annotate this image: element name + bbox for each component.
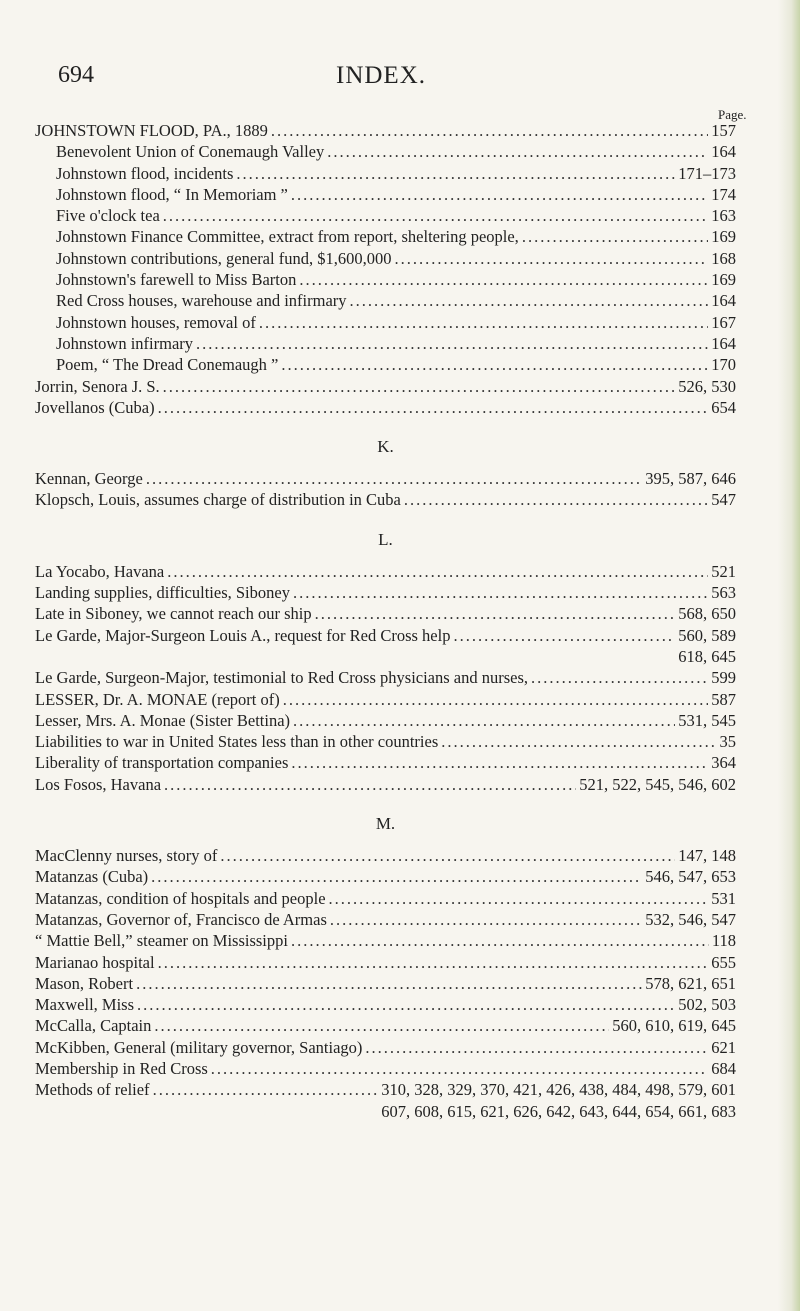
entry-label: Matanzas (Cuba) bbox=[35, 867, 149, 887]
index-entry bbox=[35, 313, 736, 334]
entry-label: Mason, Robert bbox=[35, 973, 134, 993]
entry-label: Jovellanos (Cuba) bbox=[35, 397, 155, 417]
dot-leader bbox=[299, 270, 708, 290]
index-entry bbox=[35, 711, 736, 732]
entry-pages: 684 bbox=[711, 1058, 736, 1078]
entry-pages: 310, 328, 329, 370, 421, 426, 438, 484, 498, 579, 601 bbox=[381, 1080, 736, 1100]
dot-leader bbox=[259, 313, 708, 333]
index-entry bbox=[35, 334, 736, 355]
index-entry bbox=[35, 1080, 736, 1101]
index-entry bbox=[35, 690, 736, 711]
entry-pages: 164 bbox=[711, 333, 736, 353]
dot-leader bbox=[350, 291, 709, 311]
entry-pages: 532, 546, 547 bbox=[645, 909, 736, 929]
dot-leader bbox=[531, 668, 708, 688]
entry-label: Klopsch, Louis, assumes charge of distribution in Cuba bbox=[35, 490, 401, 510]
entry-label: Membership in Red Cross bbox=[35, 1058, 208, 1078]
index-entry bbox=[35, 291, 736, 312]
entry-label: Johnstown houses, removal of bbox=[56, 312, 256, 332]
dot-leader bbox=[151, 867, 642, 887]
entry-label: Le Garde, Major-Surgeon Louis A., request for Red Cross help bbox=[35, 625, 451, 645]
entry-pages: 174 bbox=[711, 184, 736, 204]
index-entry bbox=[35, 775, 736, 796]
dot-leader bbox=[158, 398, 709, 418]
entry-label: Maxwell, Miss bbox=[35, 995, 134, 1015]
dot-leader bbox=[329, 889, 709, 909]
entry-pages: 502, 503 bbox=[678, 995, 736, 1015]
running-title: INDEX. bbox=[336, 62, 427, 89]
entry-pages: 578, 621, 651 bbox=[645, 973, 736, 993]
entry-label: McCalla, Captain bbox=[35, 1016, 152, 1036]
index-entry bbox=[35, 910, 736, 931]
entry-pages: 167 bbox=[711, 312, 736, 332]
dot-leader bbox=[291, 753, 708, 773]
entry-label: Late in Siboney, we cannot reach our ship bbox=[35, 604, 312, 624]
dot-leader bbox=[220, 846, 675, 866]
index-entry bbox=[35, 249, 736, 270]
entry-label: MacClenny nurses, story of bbox=[35, 846, 218, 866]
entry-pages: 621 bbox=[711, 1037, 736, 1057]
dot-leader bbox=[522, 227, 708, 247]
dot-leader bbox=[271, 121, 708, 141]
index-entry bbox=[35, 206, 736, 227]
entry-pages: 654 bbox=[711, 397, 736, 417]
dot-leader bbox=[453, 626, 675, 646]
dot-leader bbox=[327, 142, 708, 162]
page-edge-shadow bbox=[778, 0, 800, 1311]
dot-leader bbox=[163, 206, 708, 226]
dot-leader bbox=[281, 355, 708, 375]
entry-label: Johnstown flood, “ In Memoriam ” bbox=[56, 184, 288, 204]
entry-pages: 169 bbox=[711, 227, 736, 247]
entry-pages: 587 bbox=[711, 689, 736, 709]
index-entry bbox=[35, 185, 736, 206]
index-entry bbox=[35, 355, 736, 376]
entry-label: Johnstown's farewell to Miss Barton bbox=[56, 270, 297, 290]
entry-pages: 546, 547, 653 bbox=[645, 867, 736, 887]
dot-leader bbox=[163, 377, 676, 397]
index-entry bbox=[35, 846, 736, 867]
index-entry bbox=[35, 1059, 736, 1080]
entry-pages: 607, 608, 615, 621, 626, 642, 643, 644, 654, 661, 683 bbox=[381, 1101, 736, 1121]
dot-leader bbox=[158, 953, 709, 973]
index-entry bbox=[35, 995, 736, 1016]
entry-label: Poem, “ The Dread Conemaugh ” bbox=[56, 355, 279, 375]
index-entry bbox=[35, 604, 736, 625]
entry-label: Jorrin, Senora J. S. bbox=[35, 376, 160, 396]
dot-leader bbox=[293, 583, 708, 603]
entry-pages: 560, 610, 619, 645 bbox=[612, 1016, 736, 1036]
entry-pages: 568, 650 bbox=[678, 604, 736, 624]
index-entry bbox=[35, 377, 736, 398]
entry-pages: 169 bbox=[711, 270, 736, 290]
entry-pages: 563 bbox=[711, 583, 736, 603]
index-entry bbox=[35, 626, 736, 647]
index-entry bbox=[35, 974, 736, 995]
dot-leader bbox=[164, 775, 576, 795]
index-entry-continuation bbox=[35, 1102, 736, 1123]
index-entry bbox=[35, 164, 736, 185]
entry-pages: 395, 587, 646 bbox=[645, 469, 736, 489]
entry-label: Kennan, George bbox=[35, 469, 143, 489]
dot-leader bbox=[330, 910, 642, 930]
entry-label: LESSER, Dr. A. MONAE (report of) bbox=[35, 689, 280, 709]
entry-label: Benevolent Union of Conemaugh Valley bbox=[56, 142, 325, 162]
dot-leader bbox=[154, 1016, 609, 1036]
entry-label: Liberality of transportation companies bbox=[35, 753, 289, 773]
index-entry bbox=[35, 732, 736, 753]
entry-pages: 531 bbox=[711, 888, 736, 908]
index-entry bbox=[35, 270, 736, 291]
dot-leader bbox=[315, 604, 676, 624]
index-entry bbox=[35, 889, 736, 910]
entry-label: La Yocabo, Havana bbox=[35, 561, 165, 581]
index-entry bbox=[35, 490, 736, 511]
entry-pages: 547 bbox=[711, 490, 736, 510]
entry-pages: 560, 589 bbox=[678, 625, 736, 645]
entry-label: Los Fosos, Havana bbox=[35, 774, 162, 794]
index-entry bbox=[35, 562, 736, 583]
entry-label: Lesser, Mrs. A. Monae (Sister Bettina) bbox=[35, 710, 291, 730]
index-entry bbox=[35, 227, 736, 248]
entry-pages: 526, 530 bbox=[678, 376, 736, 396]
entry-pages: 118 bbox=[711, 931, 736, 951]
entry-pages: 147, 148 bbox=[678, 846, 736, 866]
dot-leader bbox=[146, 469, 642, 489]
dot-leader bbox=[394, 249, 708, 269]
entry-label: Johnstown flood, incidents bbox=[56, 163, 234, 183]
entry-pages: 164 bbox=[711, 142, 736, 162]
dot-leader bbox=[196, 334, 708, 354]
dot-leader bbox=[293, 711, 675, 731]
index-entry-continuation bbox=[35, 647, 736, 668]
entry-pages: 521, 522, 545, 546, 602 bbox=[579, 774, 736, 794]
index-entry bbox=[35, 953, 736, 974]
entry-label: Marianao hospital bbox=[35, 952, 155, 972]
entry-pages: 531, 545 bbox=[678, 710, 736, 730]
index-entry bbox=[35, 142, 736, 163]
section-letter: L. bbox=[378, 529, 393, 549]
dot-leader bbox=[136, 974, 642, 994]
index-entries bbox=[35, 121, 736, 1123]
index-entry bbox=[35, 931, 736, 952]
index-entry bbox=[35, 1038, 736, 1059]
page-header bbox=[58, 62, 758, 102]
dot-leader bbox=[291, 931, 709, 951]
entry-pages: 163 bbox=[711, 206, 736, 226]
entry-pages: 521 bbox=[711, 561, 736, 581]
dot-leader bbox=[137, 995, 675, 1015]
page-number: 694 bbox=[58, 62, 94, 88]
entry-label: “ Mattie Bell,” steamer on Mississippi bbox=[35, 931, 288, 951]
entry-label: Johnstown Finance Committee, extract from report, sheltering people, bbox=[56, 227, 519, 247]
entry-label: Johnstown contributions, general fund, $1,600,000 bbox=[56, 248, 392, 268]
index-entry bbox=[35, 583, 736, 604]
entry-label: Matanzas, Governor of, Francisco de Armas bbox=[35, 909, 327, 929]
entry-pages: 164 bbox=[711, 291, 736, 311]
entry-label: Methods of relief bbox=[35, 1080, 150, 1100]
entry-pages: 655 bbox=[711, 952, 736, 972]
index-entry bbox=[35, 668, 736, 689]
entry-label: Liabilities to war in United States less than in other countries bbox=[35, 732, 439, 752]
entry-label: JOHNSTOWN FLOOD, PA., 1889 bbox=[35, 121, 268, 140]
entry-label: Five o'clock tea bbox=[56, 206, 160, 226]
entry-label: Landing supplies, difficulties, Siboney bbox=[35, 583, 290, 603]
entry-pages: 157 bbox=[711, 121, 736, 140]
entry-label: McKibben, General (military governor, Santiago) bbox=[35, 1037, 363, 1057]
dot-leader bbox=[291, 185, 708, 205]
entry-pages: 168 bbox=[711, 248, 736, 268]
index-entry bbox=[35, 753, 736, 774]
dot-leader bbox=[153, 1080, 379, 1100]
entry-pages: 171–173 bbox=[678, 163, 736, 183]
entry-label: Red Cross houses, warehouse and infirmary bbox=[56, 291, 347, 311]
entry-pages: 599 bbox=[711, 668, 736, 688]
section-letter: K. bbox=[377, 437, 394, 457]
entry-pages: 618, 645 bbox=[678, 646, 736, 666]
entry-pages: 35 bbox=[719, 732, 736, 752]
section-letter: M. bbox=[375, 814, 396, 834]
page-column-heading: Page. bbox=[718, 107, 747, 122]
dot-leader bbox=[236, 164, 675, 184]
entry-pages: 170 bbox=[711, 355, 736, 375]
index-entry bbox=[35, 398, 736, 419]
dot-leader bbox=[167, 562, 708, 582]
entry-label: Johnstown infirmary bbox=[56, 333, 194, 353]
dot-leader bbox=[283, 690, 709, 710]
index-entry bbox=[35, 121, 736, 142]
dot-leader bbox=[365, 1038, 708, 1058]
dot-leader bbox=[211, 1059, 708, 1079]
dot-leader bbox=[441, 732, 716, 752]
entry-pages: 364 bbox=[711, 753, 736, 773]
index-entry bbox=[35, 469, 736, 490]
index-entry bbox=[35, 867, 736, 888]
dot-leader bbox=[404, 490, 708, 510]
entry-label: Le Garde, Surgeon-Major, testimonial to Red Cross physicians and nurses, bbox=[35, 668, 529, 688]
entry-label: Matanzas, condition of hospitals and people bbox=[35, 888, 326, 908]
index-entry bbox=[35, 1016, 736, 1037]
